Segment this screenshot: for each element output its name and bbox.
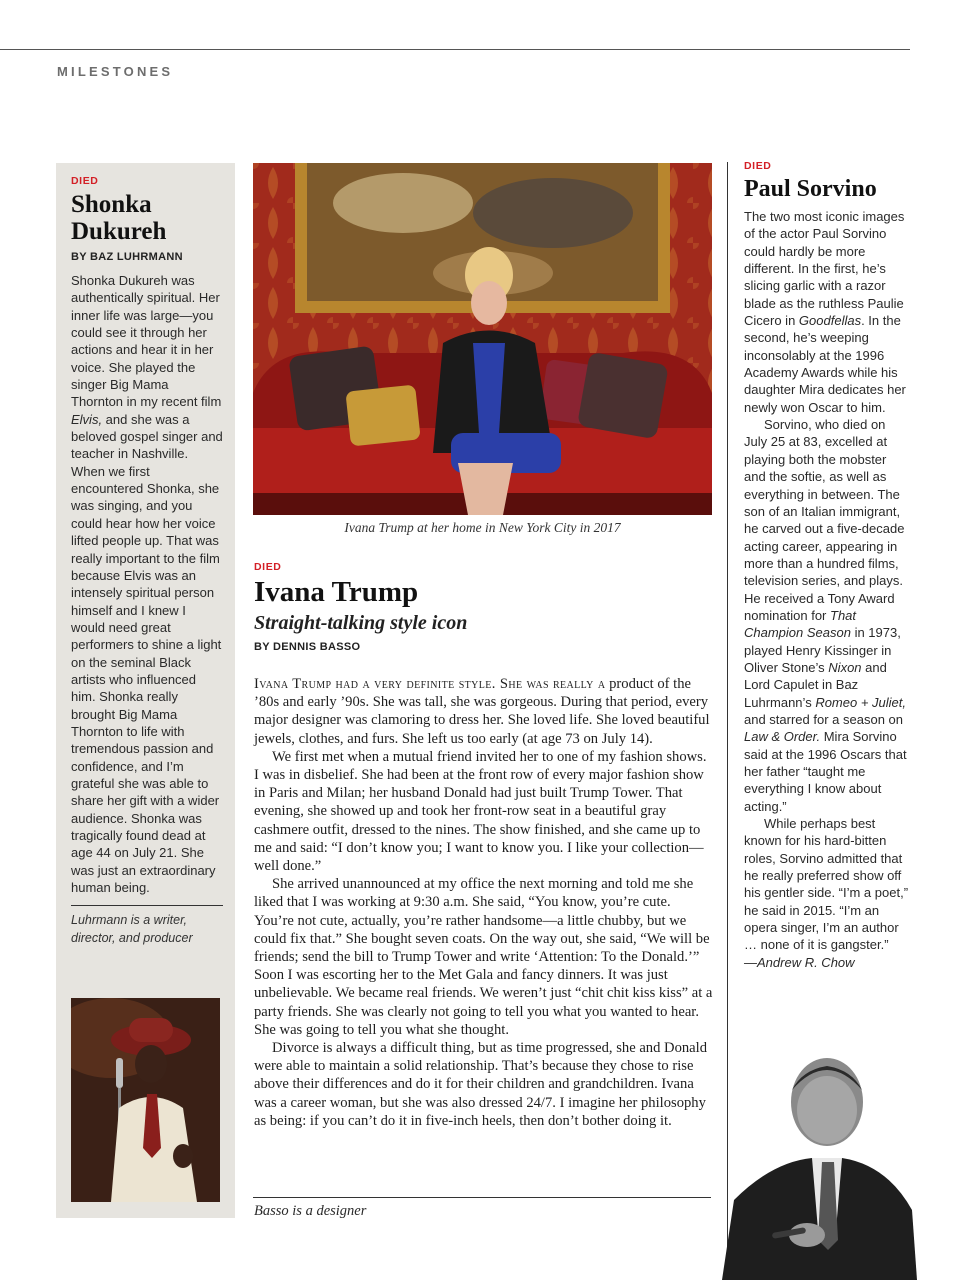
credit-rule bbox=[253, 1197, 711, 1198]
died-label: DIED bbox=[254, 561, 282, 573]
author-credit: Basso is a designer bbox=[254, 1203, 367, 1219]
sidebar-paul-sorvino bbox=[744, 160, 910, 971]
photo-caption: Ivana Trump at her home in New York City in 2017 bbox=[344, 520, 621, 535]
paragraph: While perhaps best known for his hard-bitten roles, Sorvino admitted that he really preferred show off his gentler side. “I’m a poet,” he said in 2015. “I’m an opera singer, I’m an author … none of it is gangster.” bbox=[744, 816, 909, 953]
byline: BY BAZ LUHRMANN bbox=[71, 251, 183, 263]
main-article-header bbox=[254, 561, 714, 653]
author-credit: Luhrmann is a writer, director, and producer bbox=[71, 913, 193, 945]
died-label: DIED bbox=[71, 175, 99, 187]
article-subtitle: Straight-talking style icon bbox=[254, 612, 468, 634]
paragraph: The two most iconic images of the actor Paul Sorvino could hardly be more different. In the first, he’s slicing garlic with a razor blade as the ruthless Paulie Cicero in Goodfellas. In the second, he’s weeping inconsolably at the 1996 Academy Awards while his daughter Mira dedicates her newly won Oscar to him. bbox=[744, 209, 906, 415]
obituary-name: Paul Sorvino bbox=[744, 176, 877, 202]
main-article-body bbox=[254, 675, 713, 1130]
section-label: MILESTONES bbox=[57, 64, 174, 79]
signature: —Andrew R. Chow bbox=[744, 954, 855, 970]
obituary-name: Shonka Dukureh bbox=[71, 191, 167, 245]
died-label: DIED bbox=[744, 160, 772, 172]
ivana-trump-photo bbox=[253, 163, 712, 515]
byline: BY DENNIS BASSO bbox=[254, 641, 361, 653]
paragraph: Sorvino, who died on July 25 at 83, excelled at playing both the mobster and the softie, as well as everything in between. The son of an Italian immigrant, he carved out a five-decade acting career, appearing in more than a hundred films, television series, and plays. He received a Tony Award nomination for That Champion Season in 1973, played Henry Kissinger in Oliver Stone’s Nixon and Lord Capulet in Baz Luhrmann’s Romeo + Juliet, and starred for a season on Law & Order. Mira Sorvino said at the 1996 Oscars that her father “taught me everything I know about acting.” bbox=[744, 417, 907, 814]
credit-rule bbox=[71, 905, 223, 906]
paul-sorvino-photo bbox=[712, 1050, 917, 1280]
paragraph: Ivana Trump had a very definite style. She was really a product of the ’80s and early ’90s. She was tall, she was gorgeous. During that period, every major designer was clamoring to dress her. She loved life. She loved beautiful jewels, clothes, and furs. She left us too early (at age 73 on July 14). bbox=[254, 676, 710, 747]
obituary-body: Shonka Dukureh was authentically spiritual. Her inner life was large—you could see it through her actions and hear it in her voice. She played the singer Big Mama Thornton in my recent film Elvis, and she was a beloved gospel singer and teacher in Nashville. When we first encountered Shonka, she was singing, and you could hear how her voice lifted people up. That was really important to the film because Elvis was an intensely spiritual person himself and I knew I would need great performers to shine a light on the seminal Black artists who influenced him. Shonka really brought Big Mama Thornton to life with tremendous passion and confidence, and I’m grateful she was able to share her gift with a wider audience. Shonka was tragically found dead at age 44 on July 21. She was just an extraordinary human being. bbox=[71, 273, 223, 896]
paragraph: We first met when a mutual friend invited her to one of my fashion shows. I was in disbelief. She had been at the front row of every major fashion show in Paris and Milan; her husband Donald had just built Trump Tower. That evening, she showed up and took her front-row seat in a beautiful gray cashmere outfit, dressed to the nines. The show finished, and she came up to me and said: “I don’t know you; I want to know you. I like your collection—well done.” bbox=[254, 748, 707, 875]
paragraph: Divorce is always a difficult thing, but as time progressed, she and Donald were able to maintain a solid relationship. That’s because they chose to rise above their differences and do it for their children and grandchildren. Ivana was a career woman, but she was also dressed 24/7. I imagine her philosophy as being: if you can’t do it in five-inch heels, then don’t bother doing it. bbox=[254, 1040, 708, 1129]
obituary-name: Ivana Trump bbox=[254, 576, 419, 608]
obituary-body bbox=[744, 208, 910, 971]
sidebar-shonka-dukureh bbox=[56, 163, 235, 1218]
top-rule bbox=[0, 49, 910, 50]
paragraph: She arrived unannounced at my office the next morning and told me she liked that I was working at 9:30 a.m. She said, “You know, you’re cute. You’re not cute, actually, you’re rather handsome—a little chubby, but we could fix that.” She bought seven coats. On the way out, she said, “We will be friends; send the bill to Trump Tower and write ‘Attention: To the Donald.’” Soon I was escorting her to the Met Gala and fancy dinners. It was just unbelievable. We became real friends. We weren’t just “chit chit kiss kiss” at a party friends. She was clearly not going to tell you what you wanted to hear. She was going to tell you what she thought. bbox=[254, 876, 713, 1038]
singer-photo bbox=[71, 998, 220, 1202]
